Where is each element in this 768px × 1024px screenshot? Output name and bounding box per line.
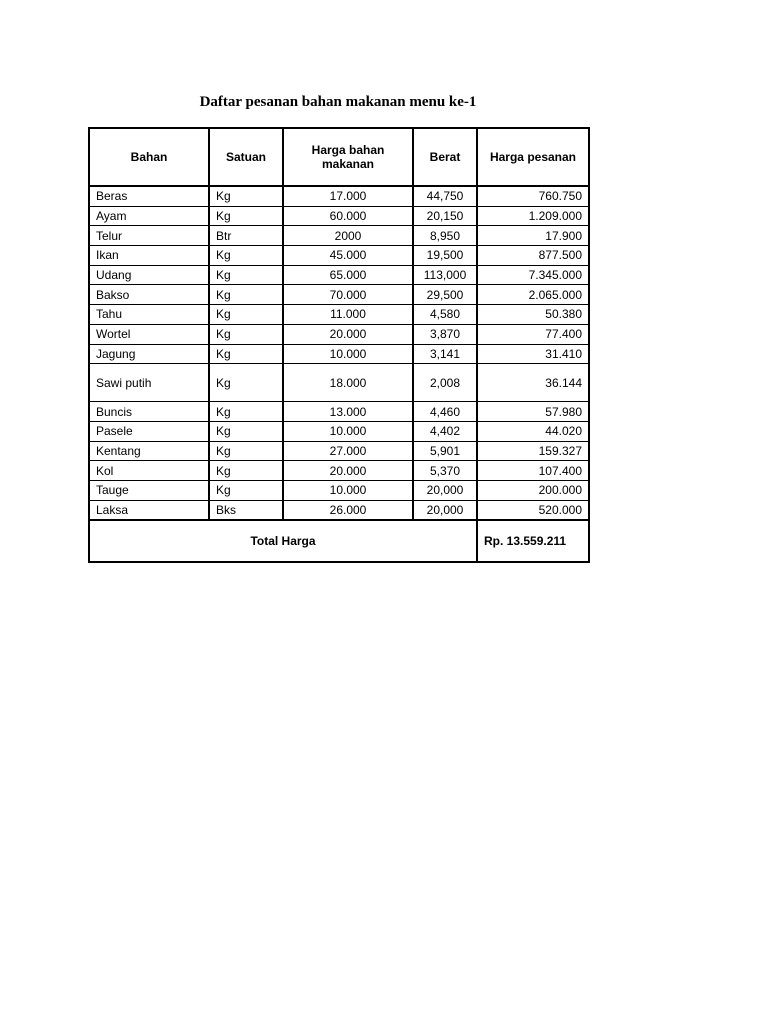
cell-harga: 2000 [283,226,413,246]
cell-berat: 4,402 [413,421,477,441]
table-row [89,285,589,305]
cell-pesanan: 7.345.000 [477,265,589,285]
cell-pesanan: 50.380 [477,305,589,325]
table-row [89,226,589,246]
cell-berat: 113,000 [413,265,477,285]
total-label: Total Harga [89,520,477,562]
cell-bahan: Telur [89,226,209,246]
cell-bahan: Sawi putih [89,364,209,402]
total-row [89,520,589,562]
cell-satuan: Bks [209,500,283,520]
cell-bahan: Ayam [89,206,209,226]
cell-berat: 20,000 [413,480,477,500]
cell-harga: 60.000 [283,206,413,226]
table-row [89,364,589,402]
cell-berat: 5,370 [413,461,477,481]
cell-pesanan: 107.400 [477,461,589,481]
header-bahan: Bahan [89,128,209,186]
cell-pesanan: 57.980 [477,402,589,422]
header-harga-bahan: Harga bahan makanan [283,128,413,186]
cell-bahan: Ikan [89,246,209,266]
cell-bahan: Udang [89,265,209,285]
cell-harga: 20.000 [283,461,413,481]
cell-satuan: Kg [209,305,283,325]
cell-satuan: Kg [209,344,283,364]
cell-pesanan: 17.900 [477,226,589,246]
cell-berat: 20,000 [413,500,477,520]
table-row [89,480,589,500]
header-satuan: Satuan [209,128,283,186]
cell-bahan: Buncis [89,402,209,422]
cell-satuan: Kg [209,285,283,305]
order-table [88,127,590,563]
table-body [89,186,589,562]
cell-pesanan: 159.327 [477,441,589,461]
cell-pesanan: 44.020 [477,421,589,441]
cell-bahan: Laksa [89,500,209,520]
cell-satuan: Kg [209,441,283,461]
cell-bahan: Kol [89,461,209,481]
cell-satuan: Kg [209,364,283,402]
cell-pesanan: 2.065.000 [477,285,589,305]
cell-berat: 4,460 [413,402,477,422]
cell-satuan: Kg [209,324,283,344]
cell-bahan: Jagung [89,344,209,364]
cell-harga: 45.000 [283,246,413,266]
cell-harga: 65.000 [283,265,413,285]
cell-satuan: Btr [209,226,283,246]
cell-satuan: Kg [209,265,283,285]
cell-pesanan: 520.000 [477,500,589,520]
total-value: Rp. 13.559.211 [477,520,589,562]
cell-bahan: Bakso [89,285,209,305]
cell-harga: 10.000 [283,480,413,500]
cell-satuan: Kg [209,461,283,481]
cell-harga: 11.000 [283,305,413,325]
cell-satuan: Kg [209,186,283,206]
header-berat: Berat [413,128,477,186]
cell-bahan: Wortel [89,324,209,344]
cell-bahan: Pasele [89,421,209,441]
cell-harga: 27.000 [283,441,413,461]
cell-pesanan: 77.400 [477,324,589,344]
cell-bahan: Tahu [89,305,209,325]
cell-pesanan: 31.410 [477,344,589,364]
cell-berat: 8,950 [413,226,477,246]
table-row [89,206,589,226]
cell-pesanan: 877.500 [477,246,589,266]
cell-berat: 19,500 [413,246,477,266]
cell-harga: 13.000 [283,402,413,422]
table-row [89,265,589,285]
table-row [89,461,589,481]
cell-satuan: Kg [209,402,283,422]
cell-pesanan: 760.750 [477,186,589,206]
table-row [89,402,589,422]
cell-pesanan: 36.144 [477,364,589,402]
table-row [89,246,589,266]
table-header-row [89,128,589,186]
header-harga-pesanan: Harga pesanan [477,128,589,186]
table-row [89,324,589,344]
cell-berat: 4,580 [413,305,477,325]
cell-bahan: Beras [89,186,209,206]
cell-berat: 29,500 [413,285,477,305]
table-row [89,305,589,325]
cell-satuan: Kg [209,480,283,500]
cell-berat: 3,870 [413,324,477,344]
cell-berat: 3,141 [413,344,477,364]
document-title: Daftar pesanan bahan makanan menu ke-1 [199,94,477,110]
cell-berat: 44,750 [413,186,477,206]
cell-berat: 20,150 [413,206,477,226]
cell-berat: 2,008 [413,364,477,402]
cell-harga: 17.000 [283,186,413,206]
table-row [89,500,589,520]
table-row [89,441,589,461]
table-row [89,186,589,206]
cell-berat: 5,901 [413,441,477,461]
cell-satuan: Kg [209,421,283,441]
cell-satuan: Kg [209,206,283,226]
cell-satuan: Kg [209,246,283,266]
cell-harga: 10.000 [283,344,413,364]
table-row [89,344,589,364]
cell-harga: 10.000 [283,421,413,441]
cell-harga: 70.000 [283,285,413,305]
cell-bahan: Tauge [89,480,209,500]
cell-harga: 18.000 [283,364,413,402]
cell-pesanan: 200.000 [477,480,589,500]
cell-bahan: Kentang [89,441,209,461]
cell-pesanan: 1.209.000 [477,206,589,226]
cell-harga: 20.000 [283,324,413,344]
table-row [89,421,589,441]
cell-harga: 26.000 [283,500,413,520]
